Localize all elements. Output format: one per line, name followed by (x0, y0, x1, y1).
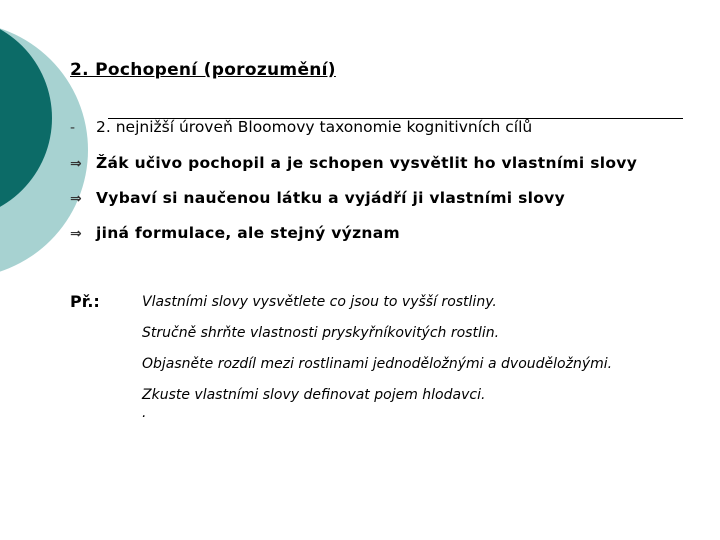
arrow-icon: ⇒ (70, 226, 83, 242)
bullet-item-2 (70, 154, 637, 172)
bullet-text-4: jiná formulace, ale stejný význam (96, 224, 400, 242)
bullet-item-4 (70, 224, 400, 242)
bullet-item-1 (70, 118, 532, 136)
arrow-icon: ⇒ (70, 191, 83, 207)
bullet-text-3: Vybaví si naučenou látku a vyjádří ji vlastními slovy (96, 189, 565, 207)
dash-marker: - (70, 120, 76, 136)
example-line-3: Objasněte rozdíl mezi rostlinami jednoděložnými a dvouděložnými. (142, 356, 613, 372)
bullet-text-2: Žák učivo pochopil a je schopen vysvětlit ho vlastními slovy (96, 154, 638, 172)
slide-title: 2. Pochopení (porozumění) (70, 60, 336, 80)
bullet-item-3 (70, 189, 565, 207)
bullet-text-1: 2. nejnižší úroveň Bloomovy taxonomie kognitivních cílů (96, 118, 533, 136)
example-line-1: Vlastními slovy vysvětlete co jsou to vyšší rostliny. (142, 294, 497, 310)
example-line-2: Stručně shrňte vlastnosti pryskyřníkovitých rostlin. (142, 325, 500, 341)
example-line-4: Zkuste vlastními slovy definovat pojem hlodavci. (142, 387, 486, 403)
example-line-5: . (142, 405, 147, 421)
example-label: Př.: (70, 292, 100, 311)
decorative-circles (0, 0, 120, 300)
arrow-icon: ⇒ (70, 156, 83, 172)
